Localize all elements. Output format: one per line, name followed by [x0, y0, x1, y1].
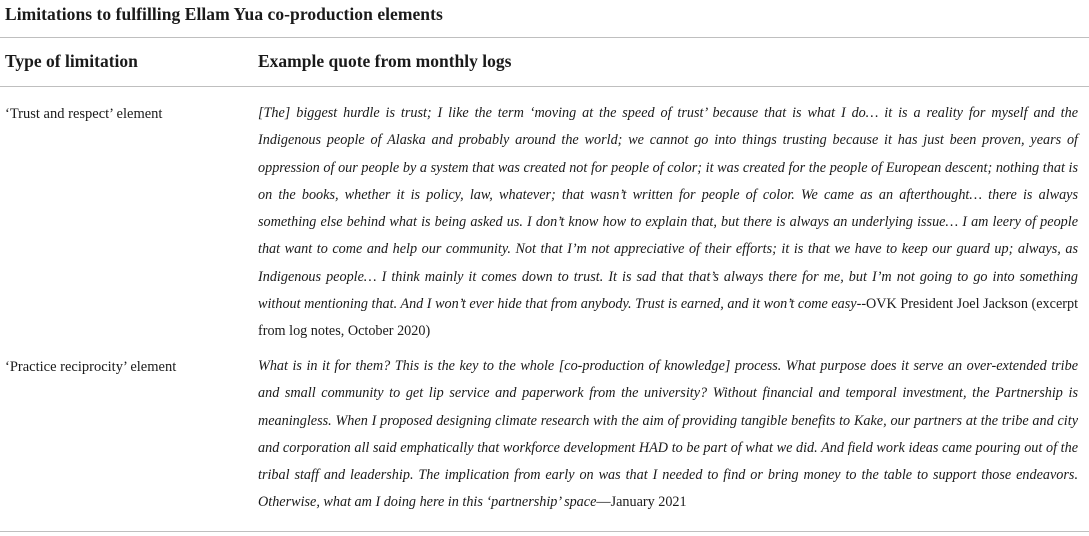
limitation-type: ‘Practice reciprocity’ element	[5, 359, 177, 375]
limitation-type: ‘Trust and respect’ element	[5, 106, 163, 122]
example-quote	[258, 353, 1078, 517]
table-caption: Limitations to fulfilling Ellam Yua co-production elements	[5, 4, 443, 24]
bottom-rule	[0, 531, 1089, 532]
quote-attribution: —January 2021	[596, 494, 687, 511]
quote-attribution: -OVK President Joel Jackson (excerpt from log notes, October 2020)	[258, 296, 1079, 340]
column-header-type: Type of limitation	[5, 51, 138, 71]
header-rule	[0, 86, 1089, 87]
column-header-quote: Example quote from monthly logs	[258, 51, 512, 71]
example-quote	[258, 100, 1078, 346]
quote-text: What is in it for them? This is the key to the whole [co-production of knowledge] process. What purpose does it serve an over-extended tribe and small community to get lip service and paperwork from the university? Without financial and temporal investment, the Partnership is meaningless. When I proposed designing climate research with the aim of providing tangible benefits to Kake, our partners at the tribe and city and corporation all said emphatically that workforce development HAD to be part of what we did. And field work ideas came pouring out of the tribal staff and leadership. The implication from early on was that I needed to find or bring money to the table to support those endeavors. Otherwise, what am I doing here in this ‘partnership’ space	[258, 358, 1078, 511]
quote-text: [The] biggest hurdle is trust; I like the term ‘moving at the speed of trust’ because that is what I do… it is a reality for myself and the Indigenous people of Alaska and probably around the world; we cannot go into things trusting because it has just been proven, years of oppression of our people by a system that was created not for people of color; it was created for the people of European descent; nothing that is on the books, whether it is policy, law, whatever; that wasn’t written for people of color. We came as an afterthought… there is always something else behind what is being asked us. I don’t know how to explain that, but there is always an underlying issue… I am leery of people that want to come and help our community. Not that I’m not appreciative of their efforts; it is that we have to keep our guard up; always, as Indigenous people… I think mainly it comes down to trust. It is sad that that’s always there for me, but I’m not going to go into something without mentioning that. And I won’t ever hide that from anybody. Trust is earned, and it won’t come easy-	[258, 105, 1078, 313]
top-rule	[0, 37, 1089, 38]
